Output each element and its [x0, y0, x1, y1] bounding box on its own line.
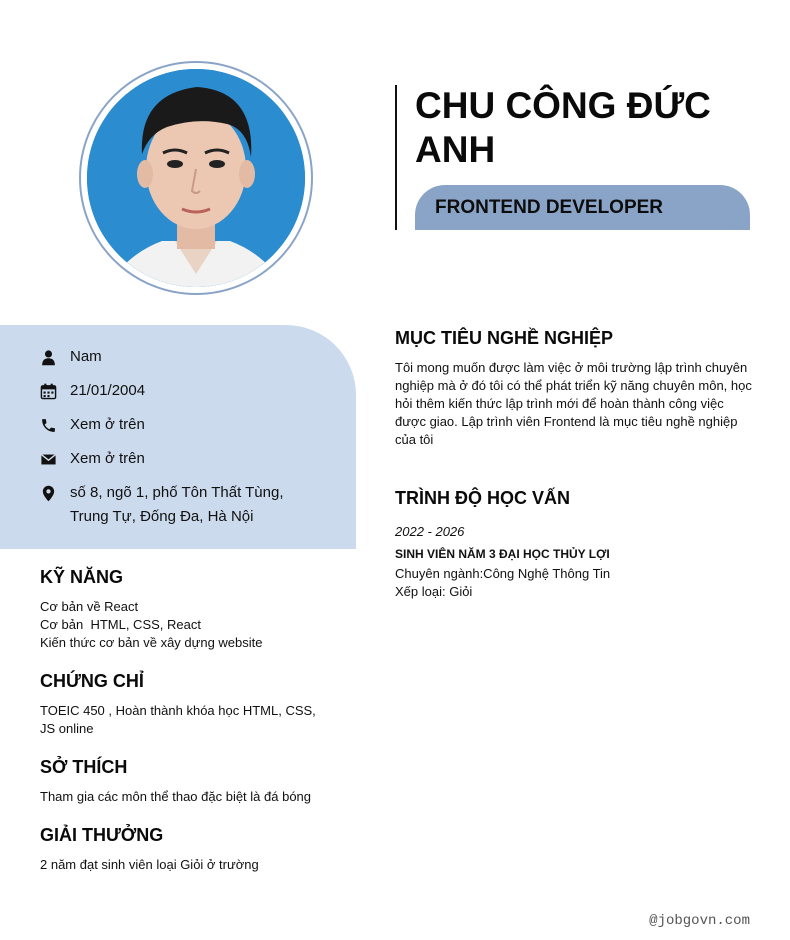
contact-gender-text: Nam	[70, 348, 102, 365]
education-school: SINH VIÊN NĂM 3 ĐẠI HỌC THỦY LỢI	[395, 547, 610, 561]
awards-section	[40, 824, 340, 874]
calendar-icon	[40, 381, 64, 401]
education-section	[395, 487, 755, 601]
person-icon	[40, 347, 64, 367]
education-major: Chuyên ngành:Công Nghệ Thông Tin	[395, 566, 611, 581]
phone-icon	[40, 415, 64, 435]
location-pin-icon	[40, 483, 64, 503]
contact-gender	[40, 347, 102, 369]
portrait-image	[87, 69, 305, 287]
certificates-section	[40, 670, 330, 738]
contact-address-text: số 8, ngõ 1, phố Tôn Thất Tùng, Trung Tự, Đống Đa, Hà Nội	[70, 484, 284, 525]
contact-email	[40, 449, 145, 471]
skills-title: KỸ NĂNG	[40, 567, 124, 587]
avatar	[87, 69, 305, 287]
awards-text: 2 năm đạt sinh viên loại Giỏi ở trường	[40, 857, 259, 872]
skill-item: Cơ bản về React	[40, 599, 139, 614]
objective-title: MỤC TIÊU NGHỀ NGHIỆP	[395, 328, 614, 348]
skills-section	[40, 566, 340, 652]
certificates-text: TOEIC 450 , Hoàn thành khóa học HTML, CSS, JS online	[40, 703, 316, 736]
contact-address	[40, 483, 300, 529]
hobbies-text: Tham gia các môn thể thao đặc biệt là đá bóng	[40, 789, 312, 804]
objective-section	[395, 327, 755, 449]
contact-email-text: Xem ở trên	[70, 450, 145, 467]
job-title-banner: FRONTEND DEVELOPER	[415, 185, 750, 230]
contact-birthday	[40, 381, 145, 403]
mail-icon	[40, 449, 64, 469]
skill-item: Cơ bản HTML, CSS, React	[40, 617, 201, 632]
education-grade: Xếp loại: Giỏi	[395, 584, 473, 599]
watermark-text: @jobgovn.com	[649, 913, 750, 929]
certificates-title: CHỨNG CHỈ	[40, 671, 144, 691]
candidate-name: CHU CÔNG ĐỨC ANH	[415, 85, 711, 170]
name-divider	[395, 85, 397, 230]
hobbies-title: SỞ THÍCH	[40, 757, 128, 777]
education-title: TRÌNH ĐỘ HỌC VẤN	[395, 488, 570, 508]
objective-text: Tôi mong muốn được làm việc ở môi trường lập trình chuyên nghiệp mà ở đó tôi có thể phát triển kỹ năng chuyên môn, học hỏi thêm kiến thức lập trình mới để hoàn thành công việc được giao. Lập trình viên Frontend là mục tiêu nghề nghiệp của tôi	[395, 360, 752, 447]
skill-item: Kiến thức cơ bản về xây dựng website	[40, 635, 263, 650]
contact-phone	[40, 415, 145, 437]
awards-title: GIẢI THƯỞNG	[40, 825, 164, 845]
hobbies-section	[40, 756, 340, 806]
contact-birthday-text: 21/01/2004	[70, 382, 146, 399]
education-year: 2022 - 2026	[395, 524, 465, 539]
contact-phone-text: Xem ở trên	[70, 416, 145, 433]
